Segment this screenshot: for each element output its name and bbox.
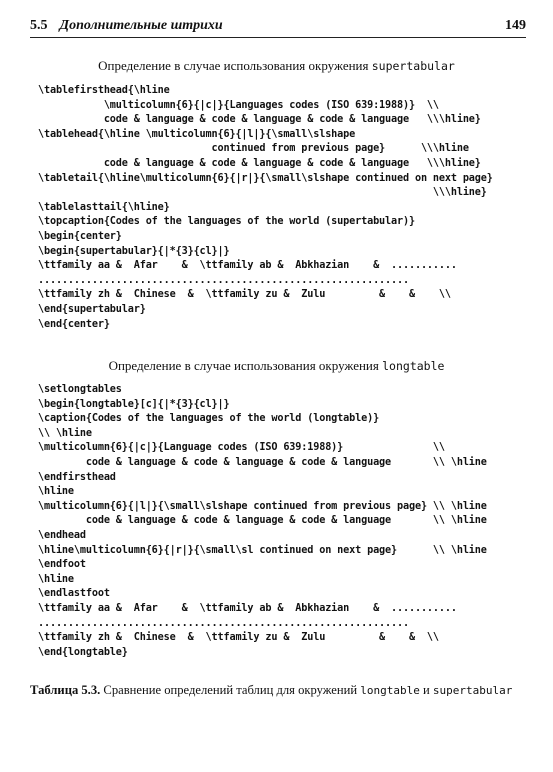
code-line: \end{longtable} bbox=[38, 646, 128, 658]
code-line: \tablelasttail{\hline} bbox=[38, 201, 170, 213]
longtable-heading bbox=[0, 358, 553, 374]
section-heading bbox=[30, 18, 223, 34]
page-number: 149 bbox=[505, 18, 526, 33]
code-line: \endlastfoot bbox=[38, 588, 110, 600]
caption-label: Таблица 5.3. bbox=[30, 683, 101, 697]
code-line: code & language & code & language & code & language \\ \hline bbox=[38, 515, 487, 527]
code-line: \endfirsthead bbox=[38, 471, 116, 483]
code-line: \ttfamily zh & Chinese & \ttfamily zu & Zulu & & \\ bbox=[38, 632, 439, 644]
code-line: \tabletail{\hline\multicolumn{6}{|r|}{\small\slshape continued on next page} bbox=[38, 172, 493, 184]
code-line: \ttfamily aa & Afar & \ttfamily ab & Abkhazian & ........... bbox=[38, 260, 457, 272]
longtable-heading-env: longtable bbox=[382, 359, 445, 373]
code-line: \hline bbox=[38, 486, 74, 498]
code-line: code & language & code & language & code & language \\ \hline bbox=[38, 456, 487, 468]
code-line: \multicolumn{6}{|c|}{Language codes (ISO 639:1988)} \\ bbox=[38, 442, 445, 454]
code-line: \hline bbox=[38, 573, 74, 585]
code-line: code & language & code & language & code & language \\\hline} bbox=[38, 157, 481, 169]
code-line: \ttfamily aa & Afar & \ttfamily ab & Abkhazian & ........... bbox=[38, 602, 457, 614]
caption-text-1: Сравнение определений таблиц для окружений bbox=[100, 683, 361, 697]
code-line: \endfoot bbox=[38, 559, 86, 571]
code-line: continued from previous page} \\\hline bbox=[38, 143, 469, 155]
code-line: \caption{Codes of the languages of the world (longtable)} bbox=[38, 413, 380, 425]
code-line: \end{center} bbox=[38, 318, 110, 330]
code-line: \begin{supertabular}{|*{3}{cl}|} bbox=[38, 245, 230, 257]
code-line: .............................................................. bbox=[38, 617, 409, 629]
code-line: .............................................................. bbox=[38, 274, 409, 286]
running-header bbox=[30, 18, 526, 38]
code-line: \tablefirsthead{\hline bbox=[38, 85, 170, 96]
code-line: \begin{longtable}[c]{|*{3}{cl}|} bbox=[38, 398, 230, 410]
code-line: \multicolumn{6}{|l|}{\small\slshape continued from previous page} \\ \hline bbox=[38, 500, 487, 512]
code-line: code & language & code & language & code & language \\\hline} bbox=[38, 114, 481, 126]
longtable-code-block bbox=[38, 383, 487, 660]
supertabular-heading bbox=[0, 58, 553, 74]
code-line: \multicolumn{6}{|c|}{Languages codes (ISO 639:1988)} \\ bbox=[38, 99, 439, 111]
code-line: \setlongtables bbox=[38, 384, 122, 395]
code-line: \topcaption{Codes of the languages of the world (supertabular)} bbox=[38, 216, 415, 228]
supertabular-code-block bbox=[38, 84, 493, 332]
code-line: \begin{center} bbox=[38, 230, 122, 242]
code-line: \tablehead{\hline \multicolumn{6}{|l|}{\small\slshape bbox=[38, 128, 356, 140]
caption-text-2: и bbox=[419, 683, 433, 697]
supertabular-heading-env: supertabular bbox=[371, 59, 455, 73]
code-line: \\ \hline bbox=[38, 427, 92, 439]
code-line: \endhead bbox=[38, 529, 86, 541]
caption-env-2: supertabular bbox=[432, 684, 513, 697]
caption-env-1: longtable bbox=[360, 684, 420, 697]
code-line: \\\hline} bbox=[38, 187, 487, 199]
code-line: \hline\multicolumn{6}{|r|}{\small\sl continued on next page} \\ \hline bbox=[38, 544, 487, 556]
table-caption bbox=[30, 682, 526, 699]
section-number: 5.5 bbox=[30, 18, 48, 33]
longtable-heading-text: Определение в случае использования окружения bbox=[108, 358, 383, 373]
code-line: \end{supertabular} bbox=[38, 303, 146, 315]
code-line: \ttfamily zh & Chinese & \ttfamily zu & Zulu & & \\ bbox=[38, 289, 451, 301]
supertabular-heading-text: Определение в случае использования окружения bbox=[98, 58, 372, 73]
section-title: Дополнительные штрихи bbox=[59, 18, 223, 33]
